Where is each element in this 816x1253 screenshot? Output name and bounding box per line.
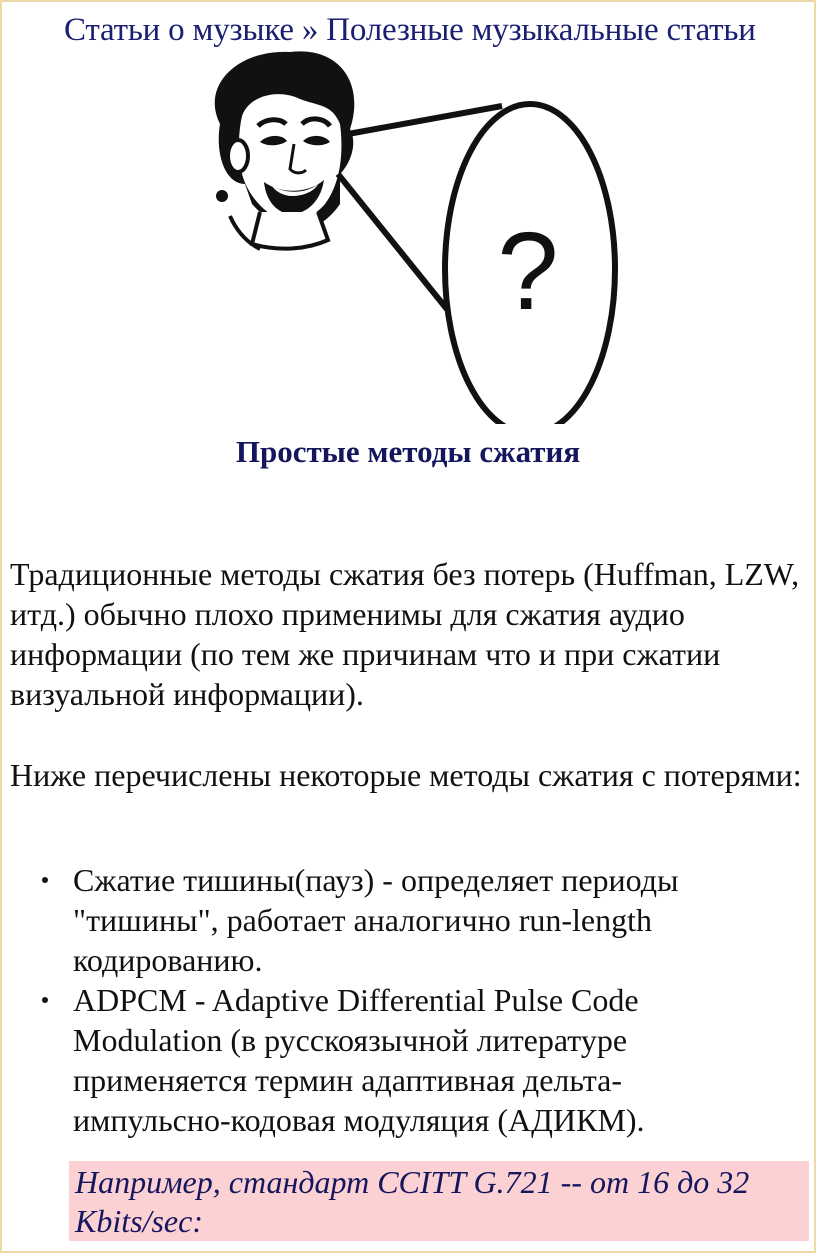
breadcrumb-item-useful-articles[interactable]: Полезные музыкальные статьи <box>326 12 756 48</box>
bullet-icon <box>42 997 48 1003</box>
page-title: Простые методы сжатия <box>235 434 581 469</box>
woman-thinking-question-icon <box>190 44 630 424</box>
list-item <box>0 860 753 980</box>
breadcrumb-separator: » <box>301 12 319 48</box>
lossy-intro-paragraph: Ниже перечислены некоторые методы сжатия с потерями: <box>10 757 802 793</box>
list-item-text: Сжатие тишины(пауз) - определяет периоды "тишины", работает аналогично run-length кодированию. <box>73 862 679 978</box>
intro-paragraph: Традиционные методы сжатия без потерь (Huffman, LZW, итд.) обычно плохо применимы для сжатия аудио информации (по тем же причинам что и при сжатии визуальной информации). <box>10 556 800 712</box>
example-highlight: Например, стандарт CCITT G.721 -- от 16 до 32 Kbits/sec: <box>69 1161 809 1241</box>
list-item <box>0 980 753 1140</box>
list-item-text: ADPCM - Adaptive Differential Pulse Code Modulation (в русскоязычной литературе применяется термин адаптивная дельта-импульсно-кодовая модуляция (АДИКМ). <box>73 982 645 1138</box>
breadcrumb-item-music-articles[interactable]: Статьи о музыке <box>64 12 294 48</box>
bullet-icon <box>42 877 48 883</box>
question-mark-icon: ? <box>497 210 559 333</box>
methods-list <box>0 860 816 1140</box>
